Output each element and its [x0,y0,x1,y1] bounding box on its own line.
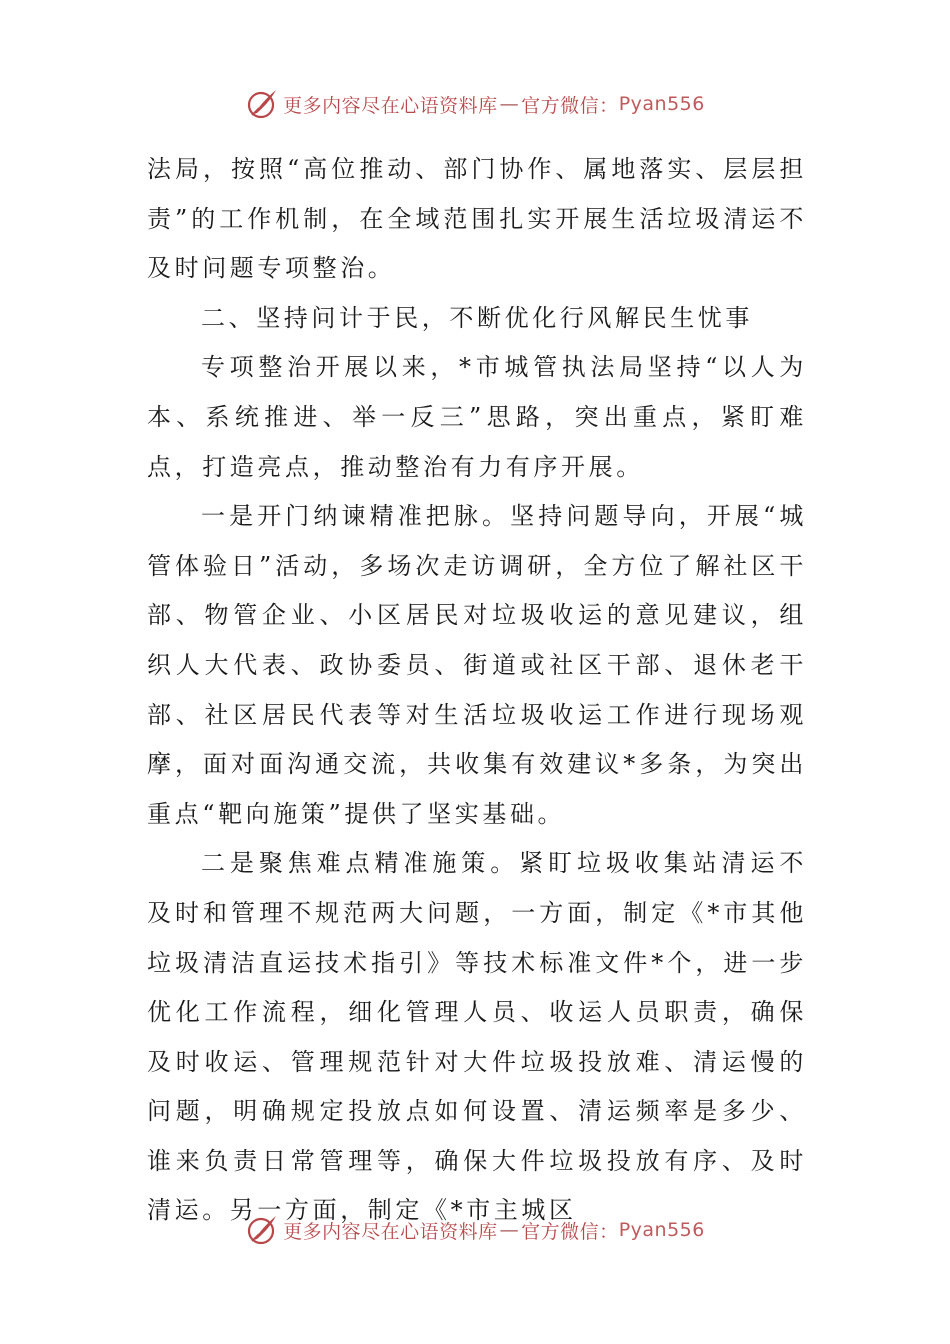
watermark-wechat-id: Pyan556 [618,1219,705,1241]
watermark-banner-top [0,84,950,124]
paragraph: 法局，按照“高位推动、部门协作、属地落实、层层担责”的工作机制，在全域范围扎实开展生活垃圾清运不及时问题专项整治。 [147,155,807,283]
watermark-wechat-id: Pyan556 [618,93,705,115]
quill-logo-icon [245,87,279,121]
paragraph: 专项整治开展以来，*市城管执法局坚持“以人为本、系统推进、举一反三”思路，突出重点，紧盯难点，打造亮点，推动整治有力有序开展。 [147,353,807,481]
watermark-separator: — [499,93,520,115]
quill-logo-icon [245,1213,279,1247]
watermark-separator: — [499,1219,520,1241]
section-heading: 二、坚持问计于民，不断优化行风解民生忧事 [201,303,753,332]
paragraph: 一是开门纳谏精准把脉。坚持问题导向，开展“城管体验日”活动，多场次走访调研，全方位了解社区干部、物管企业、小区居民对垃圾收运的意见建议，组织人大代表、政协委员、街道或社区干部、退休老干部、社区居民代表等对生活垃圾收运工作进行现场观摩，面对面沟通交流，共收集有效建议*多条，为突出重点“靶向施策”提供了坚实基础。 [147,502,807,828]
paragraph: 二是聚焦难点精准施策。紧盯垃圾收集站清运不及时和管理不规范两大问题，一方面，制定《*市其他垃圾清洁直运技术指引》等技术标准文件*个，进一步优化工作流程，细化管理人员、收运人员职责，确保及时收运、管理规范针对大件垃圾投放难、清运慢的问题，明确规定投放点如何设置、清运频率是多少、谁来负责日常管理等，确保大件垃圾投放有序、及时清运。另一方面，制定《*市主城区 [147,849,807,1225]
watermark-wechat-label: 官方微信： [521,1220,619,1243]
watermark-site-text: 更多内容尽在心语资料库 [283,1220,498,1243]
document-body [147,145,807,1236]
watermark-site-text: 更多内容尽在心语资料库 [283,94,498,117]
watermark-banner-bottom [0,1210,950,1250]
watermark-wechat-label: 官方微信： [521,94,619,117]
